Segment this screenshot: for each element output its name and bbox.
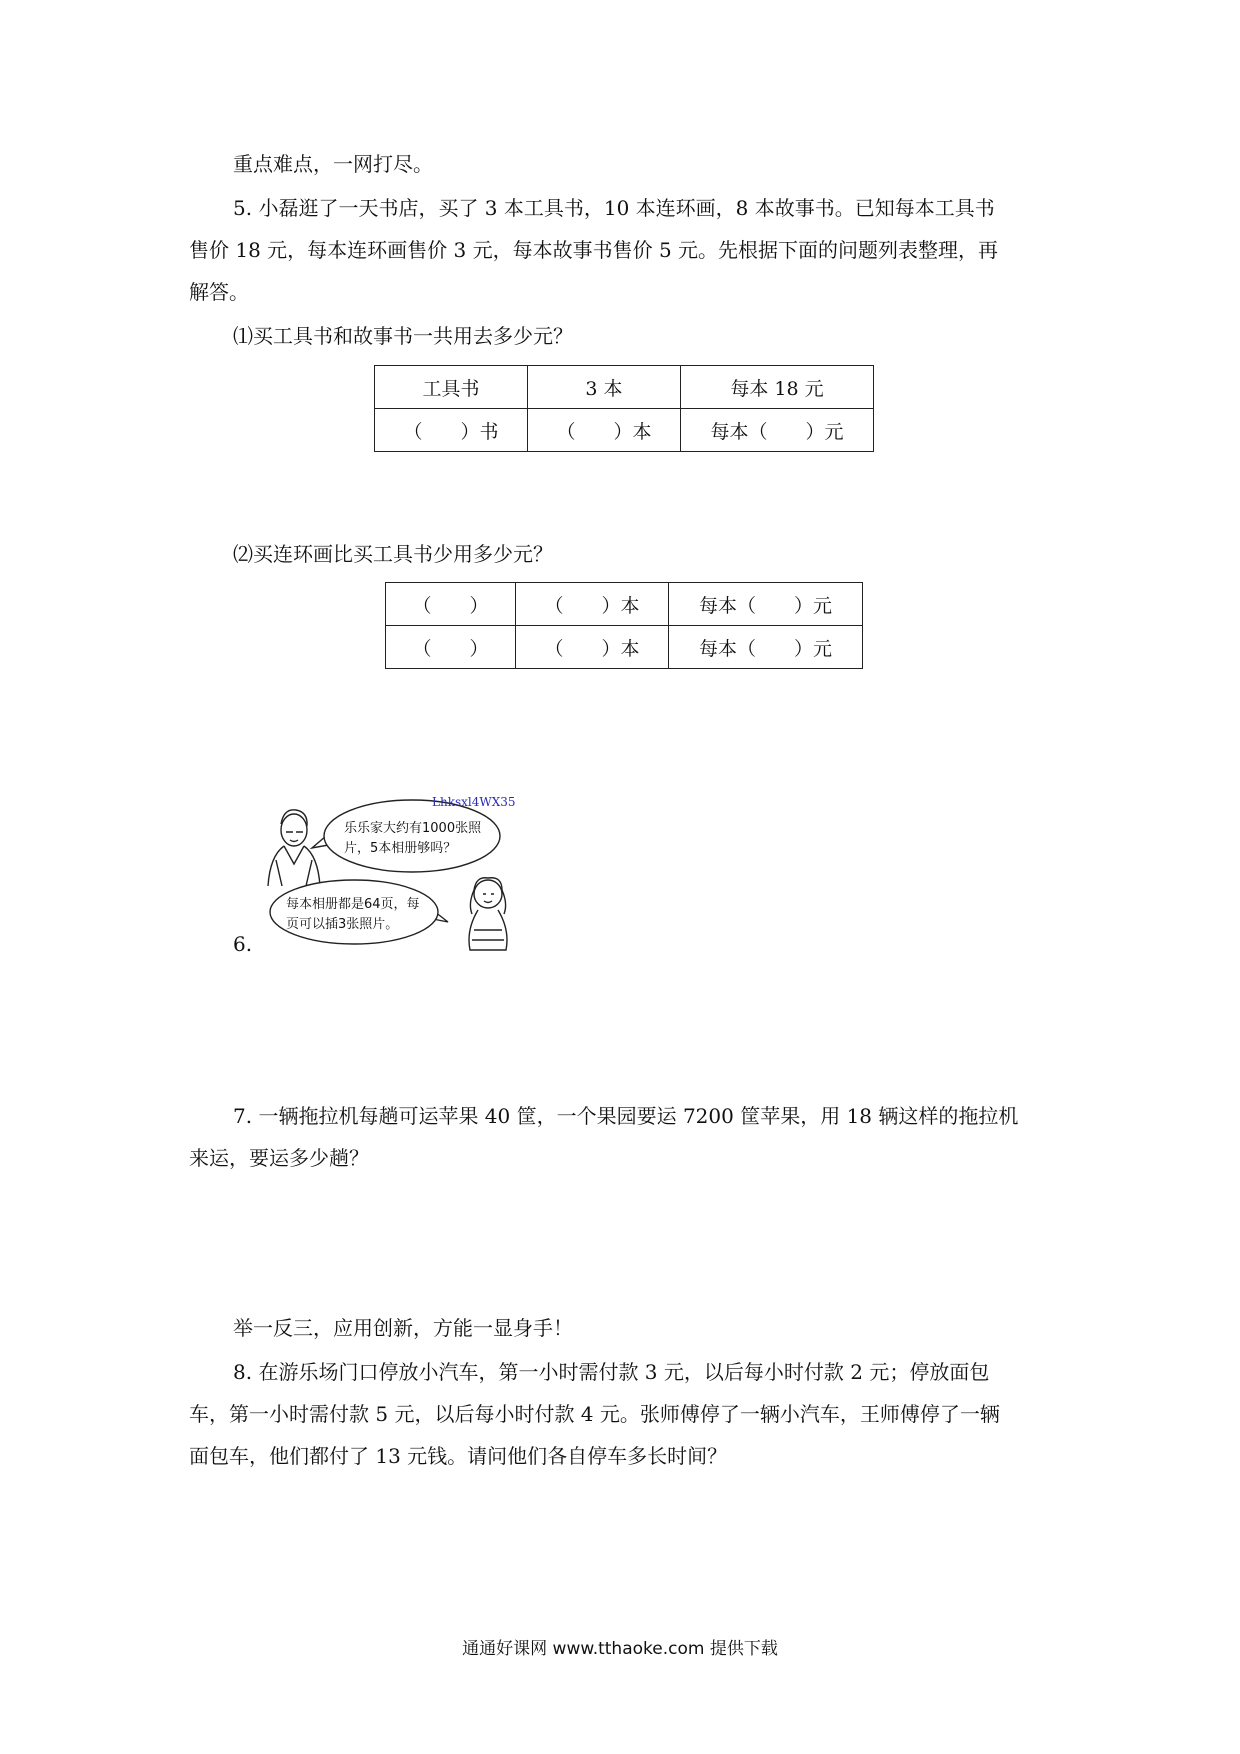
table-cell: 每本（ ）元 [669, 626, 863, 669]
table-cell: （ ） [386, 583, 516, 626]
bubble-1-line-2: 片，5本相册够吗？ [344, 841, 457, 856]
table-row [375, 366, 874, 409]
q5-table-1 [374, 365, 874, 452]
table-cell: 每本（ ）元 [681, 409, 874, 452]
section-heading-2: 举一反三，应用创新，方能一显身手！ [233, 1316, 573, 1340]
q6-illustration [262, 790, 532, 960]
q5-sub-question-1: ⑴买工具书和故事书一共用去多少元？ [233, 324, 573, 348]
watermark-text: Lhksxl4WX35 [432, 795, 516, 809]
table-row [386, 583, 863, 626]
bubble-2-line-2: 页可以插3张照片。 [286, 917, 399, 932]
bubble-1-line-1: 乐乐家大约有1000张照 [344, 821, 482, 836]
q8-text-line-3: 面包车，他们都付了 13 元钱。请问他们各自停车多长时间？ [189, 1444, 728, 1468]
table-row [386, 626, 863, 669]
q7-text-line-2: 来运，要运多少趟？ [189, 1146, 369, 1170]
q5-sub-question-2: ⑵买连环画比买工具书少用多少元？ [233, 542, 553, 566]
table-cell: （ ） [386, 626, 516, 669]
q5-text-line-1: 5. 小磊逛了一天书店，买了 3 本工具书，10 本连环画，8 本故事书。已知每本工具书 [233, 196, 995, 220]
table-cell: （ ）本 [528, 409, 681, 452]
table-cell: （ ）书 [375, 409, 528, 452]
table-cell: 每本 18 元 [681, 366, 874, 409]
q7-text-line-1: 7. 一辆拖拉机每趟可运苹果 40 筐，一个果园要运 7200 筐苹果，用 18 辆这样的拖拉机 [233, 1104, 1019, 1128]
table-cell: 3 本 [528, 366, 681, 409]
table-cell: （ ）本 [516, 626, 669, 669]
q5-text-line-3: 解答。 [189, 280, 249, 304]
section-heading-1: 重点难点，一网打尽。 [233, 152, 433, 176]
table-cell: 工具书 [375, 366, 528, 409]
q5-table-2 [385, 582, 863, 669]
table-cell: 每本（ ）元 [669, 583, 863, 626]
table-row [375, 409, 874, 452]
q5-text-line-2: 售价 18 元，每本连环画售价 3 元，每本故事书售价 5 元。先根据下面的问题列表整理，再 [189, 238, 999, 262]
girl-figure-icon [469, 878, 507, 950]
page-footer: 通通好课网 www.tthaoke.com 提供下载 [462, 1639, 778, 1659]
bubble-2-line-1: 每本相册都是64页，每 [286, 897, 420, 912]
q8-text-line-1: 8. 在游乐场门口停放小汽车，第一小时需付款 3 元，以后每小时付款 2 元；停放面包 [233, 1360, 990, 1384]
table-cell: （ ）本 [516, 583, 669, 626]
q6-number: 6. [233, 932, 253, 956]
cartoon-illustration-icon [262, 790, 532, 960]
q8-text-line-2: 车，第一小时需付款 5 元，以后每小时付款 4 元。张师傅停了一辆小汽车，王师傅停了一辆 [189, 1402, 1000, 1426]
